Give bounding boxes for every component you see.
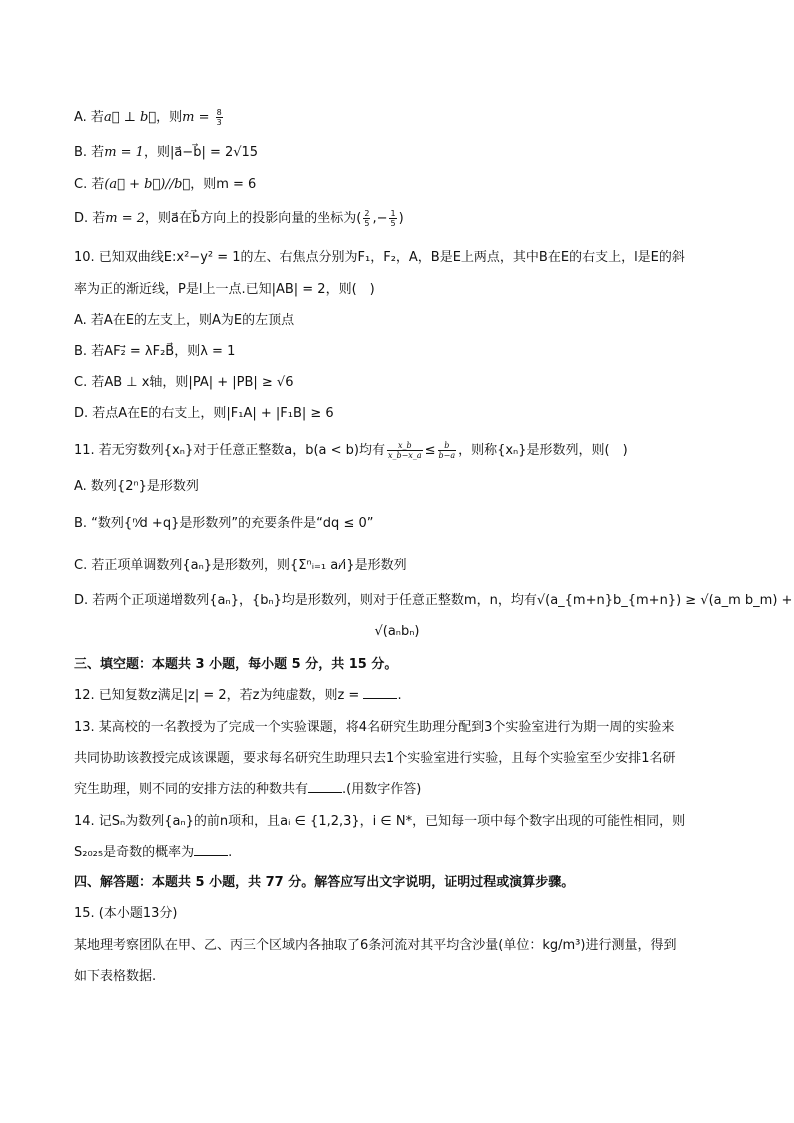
q9-option-d: [74, 209, 404, 229]
section-solve-heading: 四、解答题：本题共 5 小题，共 77 分。解答应写出文字说明，证明过程或演算步骤。: [74, 875, 575, 890]
text: ≤: [424, 443, 436, 458]
text: ，则|a⃗−b⃗| = 2√15: [143, 145, 259, 160]
q14-line1: 14. 记Sₙ为数列{aₙ}的前n项和，且aᵢ ∈ {1,2,3}，i ∈ N*，已知每一项中每个数字出现的可能性相同，则: [74, 814, 686, 829]
q15-heading: 15. (本小题13分): [74, 906, 178, 921]
answer-blank: [194, 843, 228, 856]
fraction-denominator: x_b−x_a: [387, 451, 422, 460]
q13-line2: 共同协助该教授完成该课题，要求每名研究生助理只去1个实验室进行实验，且每个实验室至少安排1名研: [74, 751, 676, 766]
text: ，则: [156, 110, 183, 125]
answer-blank: [308, 780, 342, 793]
text: S₂₀₂₅是奇数的概率为: [74, 845, 195, 860]
text: ，则称{xₙ}是形数列，则( ): [458, 443, 628, 458]
fraction: [387, 441, 423, 460]
text: .: [228, 845, 233, 860]
fraction-denominator: 5: [390, 219, 396, 228]
q11-option-d-continued: √(aₙbₙ): [374, 624, 420, 639]
text: ,−: [372, 211, 388, 226]
q14-line2: [74, 843, 232, 863]
q13-line1: 13. 某高校的一名教授为了完成一个实验课题，将4名研究生助理分配到3个实验室进行为期一周的实验来: [74, 720, 675, 735]
q9-option-c: [74, 175, 256, 195]
q10-option-c: C. 若AB ⊥ x轴，则|PA| + |PB| ≥ √6: [74, 375, 294, 390]
fraction: [216, 108, 223, 127]
text: 12. 已知复数z满足|z| = 2，若z为纯虚数，则z =: [74, 688, 364, 703]
fraction: [438, 441, 457, 460]
math-expr: m = 1: [104, 145, 144, 160]
q9-option-b: [74, 143, 258, 163]
q11-option-c: C. 若正项单调数列{aₙ}是形数列，则{Σⁿᵢ₌₁ aᵢ⁄i}是形数列: [74, 558, 407, 573]
text: .(用数字作答): [342, 782, 422, 797]
q10-stem-line2: 率为正的渐近线，P是l上一点.已知|AB| = 2，则( ): [74, 282, 375, 297]
q10-option-b: B. 若AF₂⃗ = λF₂B⃗，则λ = 1: [74, 344, 236, 359]
option-label: C. 若: [74, 177, 105, 192]
fraction-numerator: 2: [364, 209, 370, 218]
fraction-numerator: x_b: [387, 441, 423, 451]
fraction-denominator: 3: [216, 118, 222, 127]
q11-option-d: D. 若两个正项递增数列{aₙ}，{bₙ}均是形数列，则对于任意正整数m，n，均有√(a_{m+n}b_{m+n}) ≥ √(a_m b_m) +: [74, 593, 793, 608]
q11-stem: [74, 441, 628, 461]
math-expr: m =: [182, 110, 214, 125]
text: 11. 若无穷数列{xₙ}对于任意正整数a，b(a < b)均有: [74, 443, 385, 458]
fraction-numerator: 8: [216, 108, 222, 117]
q11-option-b: B. “数列{ⁿ⁄d +q}是形数列”的充要条件是“dq ≤ 0”: [74, 516, 374, 531]
q10-option-d: D. 若点A在E的右支上，则|F₁A| + |F₁B| ≥ 6: [74, 406, 334, 421]
fraction: [389, 209, 396, 228]
text: 究生助理，则不同的安排方法的种数共有: [74, 782, 309, 797]
fraction-denominator: 5: [364, 219, 370, 228]
q15-line1: 某地理考察团队在甲、乙、丙三个区域内各抽取了6条河流对其平均含沙量(单位：kg/m³)进行测量，得到: [74, 938, 677, 953]
q11-option-a: A. 数列{2ⁿ}是形数列: [74, 479, 199, 494]
q10-stem-line1: 10. 已知双曲线E:x²−y² = 1的左、右焦点分别为F₁，F₂，A，B是E上两点，其中B在E的右支上，l是E的斜: [74, 250, 685, 265]
math-expr: a⃗ ⊥ b⃗: [103, 110, 157, 125]
section-fill-in-heading: 三、填空题：本题共 3 小题，每小题 5 分，共 15 分。: [74, 657, 398, 672]
option-label: A. 若: [74, 110, 104, 125]
q9-option-a: [74, 108, 225, 128]
option-label: D. 若: [74, 211, 106, 226]
answer-blank: [363, 686, 397, 699]
option-label: B. 若: [74, 145, 105, 160]
fraction-numerator: 1: [390, 209, 396, 218]
q13-line3: [74, 780, 421, 800]
fraction-denominator: b−a: [438, 451, 456, 460]
text: ，则a⃗在b⃗方向上的投影向量的坐标为(: [145, 211, 362, 226]
text: ): [398, 211, 404, 226]
q10-option-a: A. 若A在E的左支上，则A为E的左顶点: [74, 313, 295, 328]
math-expr: m = 2: [105, 211, 146, 226]
q12: [74, 686, 402, 706]
fraction-numerator: b: [438, 441, 457, 451]
text: .: [397, 688, 402, 703]
q15-line2: 如下表格数据.: [74, 969, 157, 984]
text: ，则m = 6: [190, 177, 257, 192]
fraction: [363, 209, 370, 228]
math-expr: (a⃗ + b⃗)//b⃗: [104, 177, 191, 192]
